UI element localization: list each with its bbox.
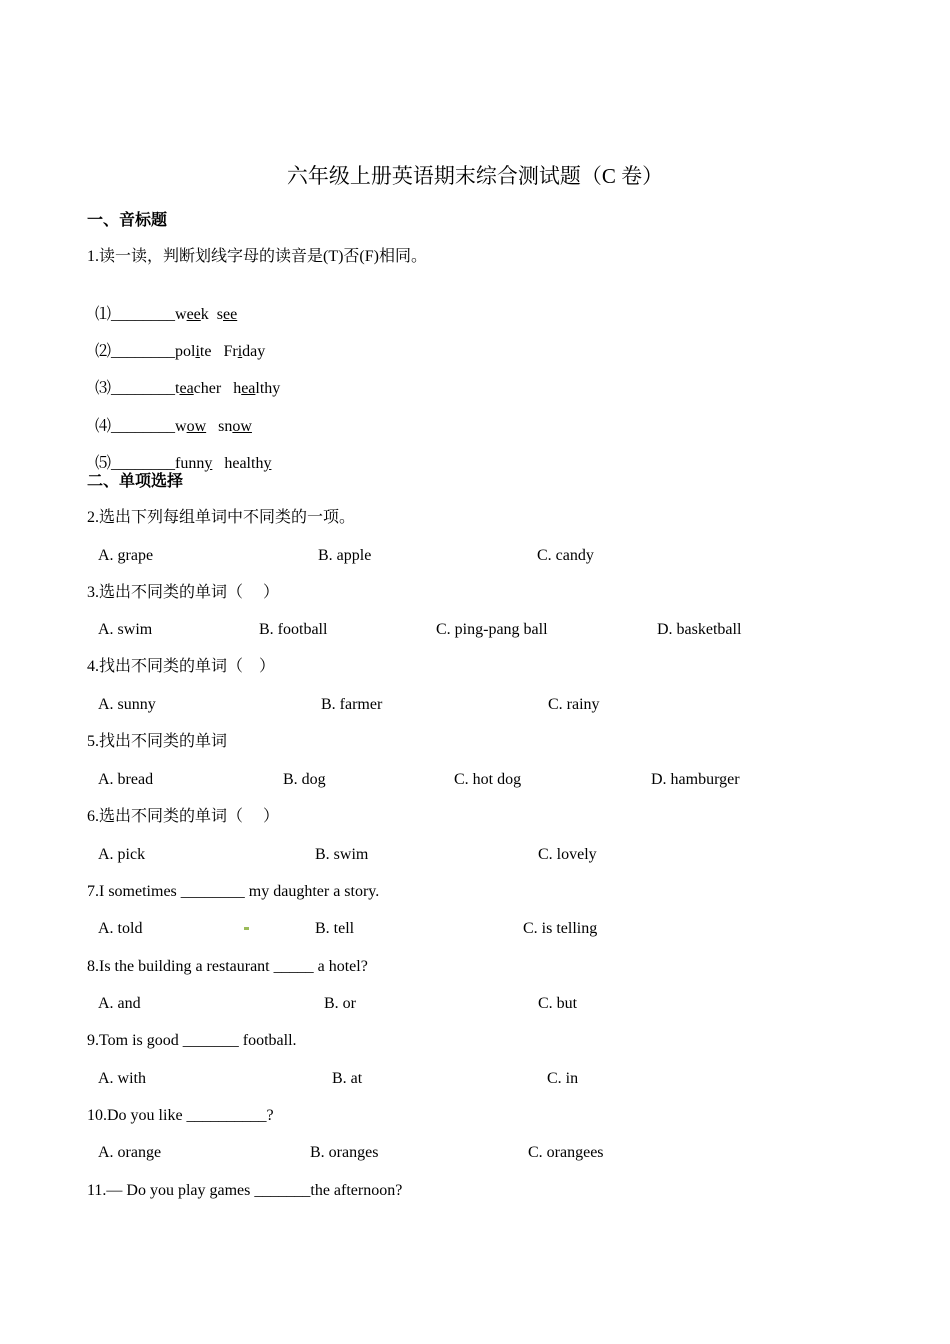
word-2: see (216, 306, 238, 323)
word-2: Friday (223, 343, 266, 360)
question-stem: 7.I sometimes ________ my daughter a story. (87, 883, 380, 900)
question-stem: 4.找出不同类的单词（ ） (87, 658, 276, 675)
option[interactable]: A. sunny (98, 696, 156, 713)
word-1: wow (175, 418, 207, 435)
section-heading-phonetics: 一、音标题 (87, 210, 168, 229)
option[interactable]: C. candy (537, 547, 594, 564)
option[interactable]: B. dog (283, 771, 326, 788)
option[interactable]: A. told (98, 920, 143, 937)
word-2: snow (218, 418, 252, 435)
option[interactable]: B. tell (315, 920, 355, 937)
question-stem: 11.— Do you play games _______the afternoon? (87, 1182, 403, 1199)
option[interactable]: A. swim (98, 621, 153, 638)
option[interactable]: C. hot dog (454, 771, 522, 788)
option[interactable]: A. with (98, 1070, 146, 1087)
option[interactable]: D. basketball (657, 621, 742, 638)
option[interactable]: B. farmer (321, 696, 383, 713)
option[interactable]: B. apple (318, 547, 372, 564)
option[interactable]: B. swim (315, 846, 369, 863)
question-stem: 6.选出不同类的单词（ ） (87, 808, 280, 825)
option[interactable]: A. bread (98, 771, 154, 788)
answer-blank[interactable]: ________ (111, 306, 176, 323)
option[interactable]: A. and (98, 995, 141, 1012)
option[interactable]: B. at (332, 1070, 363, 1087)
option[interactable]: A. orange (98, 1144, 162, 1161)
option[interactable]: C. ping-pang ball (436, 621, 548, 638)
q1-item (87, 322, 265, 362)
option[interactable]: A. grape (98, 547, 154, 564)
page-title: 六年级上册英语期末综合测试题（C 卷） (286, 164, 664, 188)
question-stem: 3.选出不同类的单词（ ） (87, 584, 280, 601)
question-stem: 8.Is the building a restaurant _____ a hotel? (87, 958, 368, 975)
q1-item (87, 359, 280, 399)
option[interactable]: C. orangees (528, 1144, 604, 1161)
section-heading-multiple-choice: 二、单项选择 (87, 471, 184, 490)
question-stem: 9.Tom is good _______ football. (87, 1032, 297, 1049)
item-number: ⑶ (95, 380, 112, 397)
word-2: healthy (224, 455, 272, 472)
answer-blank[interactable]: ________ (111, 418, 176, 435)
option[interactable]: C. in (547, 1070, 579, 1087)
q1-item (87, 434, 271, 474)
option[interactable]: B. oranges (310, 1144, 379, 1161)
answer-blank[interactable]: ________ (111, 380, 176, 397)
item-number: ⑴ (95, 306, 112, 323)
option[interactable]: A. pick (98, 846, 146, 863)
word-1: polite (175, 343, 212, 360)
option[interactable]: D. hamburger (651, 771, 740, 788)
option[interactable]: C. but (538, 995, 578, 1012)
question-stem: 10.Do you like __________? (87, 1107, 274, 1124)
option[interactable]: B. or (324, 995, 356, 1012)
option[interactable]: C. rainy (548, 696, 600, 713)
option[interactable]: B. football (259, 621, 328, 638)
q1-item (87, 285, 237, 325)
answer-blank[interactable]: ________ (111, 343, 176, 360)
q1-item (87, 397, 252, 437)
word-1: week (175, 306, 209, 323)
question-stem: 5.找出不同类的单词 (87, 733, 228, 750)
option[interactable]: C. is telling (523, 920, 598, 937)
question-1-stem: 1.读一读，判断划线字母的读音是(T)否(F)相同。 (87, 248, 427, 265)
word-1: funny (175, 455, 213, 472)
item-number: ⑵ (95, 343, 112, 360)
question-stem: 2.选出下列每组单词中不同类的一项。 (87, 509, 356, 526)
word-1: teacher (175, 380, 222, 397)
word-2: healthy (233, 380, 281, 397)
green-mark (244, 927, 249, 930)
option[interactable]: C. lovely (538, 846, 597, 863)
item-number: ⑸ (95, 455, 112, 472)
answer-blank[interactable]: ________ (111, 455, 176, 472)
item-number: ⑷ (95, 418, 112, 435)
